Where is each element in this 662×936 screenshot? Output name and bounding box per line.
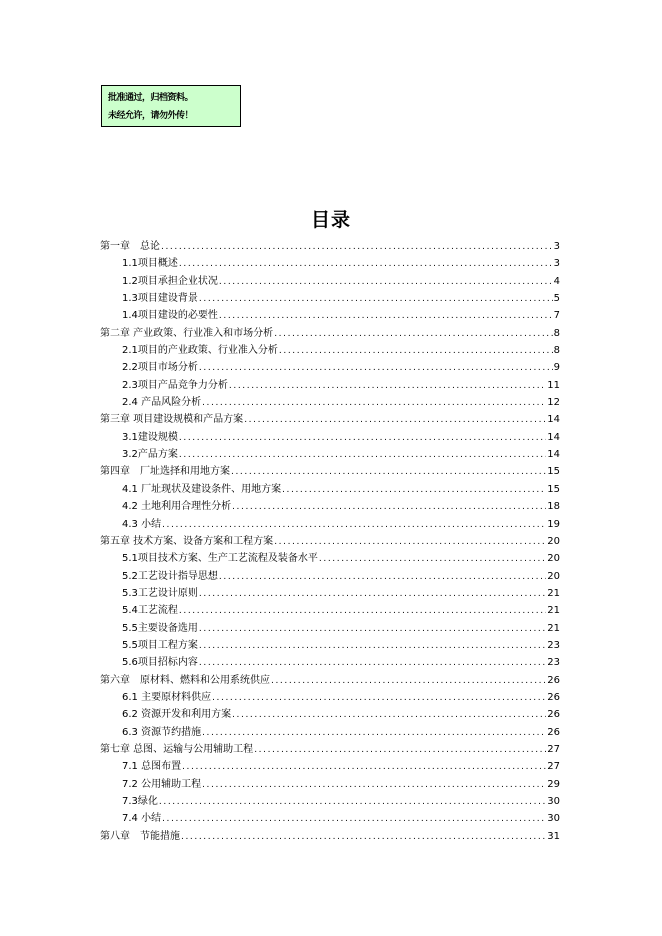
- toc-dot-leader: [282, 482, 546, 499]
- toc-entry-page: 30: [547, 813, 560, 825]
- toc-entry-label: 4.2 土地利用合理性分析: [122, 501, 232, 513]
- toc-entry-page: 21: [547, 605, 560, 617]
- toc-dot-leader: [161, 239, 553, 256]
- toc-section-entry[interactable]: [100, 568, 560, 585]
- toc-entry-label: 第三章 项目建设规模和产品方案: [100, 414, 244, 426]
- toc-section-entry[interactable]: [100, 776, 560, 793]
- toc-title: 目录: [310, 209, 351, 231]
- toc-section-entry[interactable]: [100, 724, 560, 741]
- toc-dot-leader: [199, 638, 546, 655]
- toc-entry-label: 7.3绿化: [122, 796, 158, 807]
- toc-dot-leader: [231, 464, 546, 481]
- toc-dot-leader: [199, 621, 546, 638]
- toc-dot-leader: [179, 447, 546, 464]
- toc-entry-page: 3: [553, 241, 560, 252]
- toc-entry-label: 第八章 节能措施: [100, 830, 180, 842]
- toc-entry-page: 26: [547, 674, 560, 686]
- toc-dot-leader: [182, 759, 546, 776]
- toc-entry-label: 第四章 厂址选择和用地方案: [100, 466, 230, 478]
- toc-section-entry[interactable]: [100, 637, 560, 654]
- toc-entry-page: 7: [553, 310, 560, 322]
- toc-section-entry[interactable]: [100, 394, 560, 411]
- toc-section-entry[interactable]: [100, 290, 560, 307]
- toc-entry-page: 26: [547, 726, 560, 738]
- toc-entry-label: 4.3 小结: [122, 518, 162, 530]
- toc-dot-leader: [162, 811, 546, 828]
- toc-dot-leader: [232, 707, 546, 724]
- toc-entry-label: 5.4工艺流程: [122, 605, 178, 617]
- toc-dot-leader: [199, 360, 553, 377]
- toc-entry-page: 26: [547, 709, 560, 721]
- toc-section-entry[interactable]: [100, 810, 560, 827]
- toc-section-entry[interactable]: [100, 620, 560, 637]
- toc-chapter-entry[interactable]: [100, 463, 560, 480]
- toc-entry-page: 21: [547, 622, 560, 634]
- toc-entry-page: 19: [547, 518, 560, 530]
- toc-entry-label: 7.4 小结: [122, 813, 162, 825]
- toc-entry-label: 第二章 产业政策、行业准入和市场分析: [100, 327, 274, 339]
- toc-dot-leader: [202, 395, 546, 412]
- table-of-contents: [100, 238, 560, 845]
- toc-entry-label: 6.2 资源开发和利用方案: [122, 709, 232, 721]
- toc-section-entry[interactable]: [100, 342, 560, 359]
- toc-dot-leader: [179, 256, 553, 273]
- toc-section-entry[interactable]: [100, 516, 560, 533]
- toc-chapter-entry[interactable]: [100, 411, 560, 428]
- toc-chapter-entry[interactable]: [100, 828, 560, 845]
- toc-entry-page: 12: [547, 397, 560, 409]
- toc-entry-label: 1.2项目承担企业状况: [122, 275, 218, 287]
- toc-entry-page: 11: [547, 379, 560, 391]
- toc-entry-label: 第一章 总论: [100, 241, 160, 252]
- toc-section-entry[interactable]: [100, 359, 560, 376]
- toc-entry-label: 3.2产品方案: [122, 449, 178, 461]
- toc-dot-leader: [244, 412, 546, 429]
- toc-entry-page: 20: [547, 535, 560, 547]
- toc-dot-leader: [219, 569, 546, 586]
- toc-section-entry[interactable]: [100, 255, 560, 272]
- toc-entry-label: 2.4 产品风险分析: [122, 397, 202, 409]
- toc-section-entry[interactable]: [100, 481, 560, 498]
- toc-chapter-entry[interactable]: [100, 672, 560, 689]
- toc-entry-page: 14: [547, 449, 560, 461]
- toc-entry-label: 2.2项目市场分析: [122, 362, 198, 374]
- toc-entry-label: 7.1 总图布置: [122, 761, 182, 773]
- toc-dot-leader: [199, 291, 553, 308]
- toc-dot-leader: [202, 725, 546, 742]
- toc-dot-leader: [254, 742, 546, 759]
- notice-line-1: 批准通过，归档资料。: [108, 93, 194, 103]
- notice-line-2: 未经允许，请勿外传！: [108, 111, 194, 121]
- toc-entry-page: 27: [547, 743, 560, 755]
- toc-dot-leader: [162, 517, 546, 534]
- toc-dot-leader: [219, 308, 553, 325]
- toc-section-entry[interactable]: [100, 602, 560, 619]
- toc-entry-label: 4.1 厂址现状及建设条件、用地方案: [122, 483, 282, 495]
- toc-section-entry[interactable]: [100, 377, 560, 394]
- toc-entry-page: 3: [553, 258, 560, 270]
- toc-dot-leader: [232, 499, 546, 516]
- toc-entry-page: 20: [547, 570, 560, 582]
- toc-dot-leader: [271, 673, 546, 690]
- toc-entry-page: 27: [547, 761, 560, 773]
- toc-entry-page: 9: [553, 362, 560, 374]
- toc-entry-label: 5.5主要设备选用: [122, 622, 198, 634]
- approval-notice-box: [101, 85, 241, 127]
- toc-entry-label: 3.1建设规模: [122, 431, 178, 443]
- toc-entry-label: 5.3工艺设计原则: [122, 587, 198, 599]
- toc-section-entry[interactable]: [100, 706, 560, 723]
- toc-entry-page: 31: [547, 830, 560, 842]
- toc-dot-leader: [274, 326, 552, 343]
- toc-entry-page: 30: [547, 796, 560, 807]
- toc-entry-label: 5.1项目技术方案、生产工艺流程及装备水平: [122, 553, 318, 565]
- toc-dot-leader: [179, 603, 546, 620]
- toc-entry-page: 8: [553, 327, 560, 339]
- toc-entry-label: 第六章 原材料、燃料和公用系统供应: [100, 674, 270, 686]
- toc-section-entry[interactable]: [100, 446, 560, 463]
- toc-dot-leader: [274, 534, 546, 551]
- toc-dot-leader: [199, 586, 546, 603]
- toc-entry-page: 21: [547, 587, 560, 599]
- toc-entry-label: 1.3项目建设背景: [122, 293, 198, 305]
- toc-entry-page: 4: [553, 275, 560, 287]
- toc-entry-page: 18: [547, 501, 560, 513]
- toc-dot-leader: [202, 777, 546, 794]
- toc-chapter-entry[interactable]: [100, 533, 560, 550]
- toc-entry-label: 2.1项目的产业政策、行业准入分析: [122, 345, 278, 357]
- toc-entry-label: 6.3 资源节约措施: [122, 726, 202, 738]
- toc-entry-label: 第七章 总图、运输与公用辅助工程: [100, 743, 254, 755]
- toc-dot-leader: [159, 794, 546, 811]
- toc-dot-leader: [212, 690, 546, 707]
- toc-entry-label: 1.1项目概述: [122, 258, 178, 270]
- toc-section-entry[interactable]: [100, 498, 560, 515]
- toc-entry-label: 7.2 公用辅助工程: [122, 778, 202, 790]
- toc-entry-page: 29: [547, 778, 560, 790]
- toc-entry-page: 23: [547, 657, 560, 669]
- toc-section-entry[interactable]: [100, 654, 560, 671]
- toc-section-entry[interactable]: [100, 585, 560, 602]
- toc-entry-label: 5.5项目工程方案: [122, 639, 198, 651]
- toc-entry-label: 1.4项目建设的必要性: [122, 310, 218, 322]
- toc-section-entry[interactable]: [100, 429, 560, 446]
- toc-entry-label: 2.3项目产品竞争力分析: [122, 379, 228, 391]
- toc-entry-label: 6.1 主要原材料供应: [122, 691, 212, 703]
- toc-entry-label: 第五章 技术方案、设备方案和工程方案: [100, 535, 274, 547]
- toc-dot-leader: [199, 655, 546, 672]
- toc-entry-page: 5: [553, 293, 560, 305]
- toc-dot-leader: [279, 343, 553, 360]
- toc-section-entry[interactable]: [100, 550, 560, 567]
- toc-entry-page: 26: [547, 691, 560, 703]
- toc-dot-leader: [319, 551, 546, 568]
- toc-section-entry[interactable]: [100, 758, 560, 775]
- toc-entry-label: 5.2工艺设计指导思想: [122, 570, 218, 582]
- toc-dot-leader: [229, 378, 546, 395]
- toc-section-entry[interactable]: [100, 793, 560, 810]
- toc-entry-page: 8: [553, 345, 560, 357]
- toc-section-entry[interactable]: [100, 307, 560, 324]
- toc-entry-label: 5.6项目招标内容: [122, 657, 198, 669]
- toc-chapter-entry[interactable]: [100, 238, 560, 255]
- toc-entry-page: 15: [547, 466, 560, 478]
- toc-dot-leader: [179, 430, 546, 447]
- toc-entry-page: 14: [547, 431, 560, 443]
- toc-chapter-entry[interactable]: [100, 325, 560, 342]
- toc-section-entry[interactable]: [100, 689, 560, 706]
- toc-entry-page: 14: [547, 414, 560, 426]
- toc-entry-page: 20: [547, 553, 560, 565]
- toc-dot-leader: [219, 274, 553, 291]
- toc-chapter-entry[interactable]: [100, 741, 560, 758]
- toc-section-entry[interactable]: [100, 273, 560, 290]
- toc-entry-page: 23: [547, 639, 560, 651]
- toc-dot-leader: [181, 829, 546, 846]
- toc-entry-page: 15: [547, 483, 560, 495]
